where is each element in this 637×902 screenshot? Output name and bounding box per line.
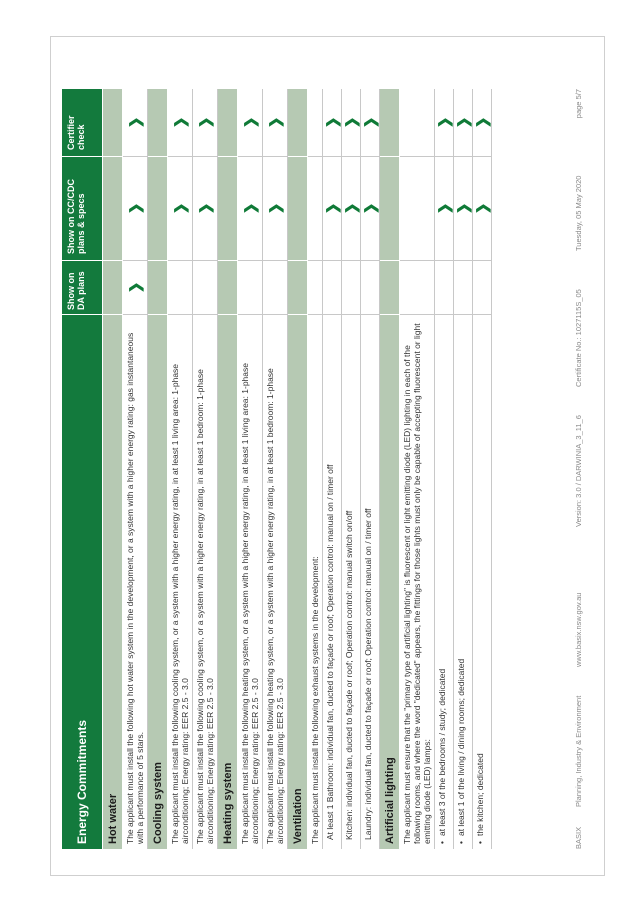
table-row xyxy=(308,89,323,849)
section-spacer xyxy=(288,157,307,261)
cert-check-cell xyxy=(400,89,434,157)
commitment-text-content: • at least 3 of the bedrooms / study; dedicated xyxy=(437,669,447,844)
check-icon: ❯ xyxy=(242,202,258,215)
cc-check-cell xyxy=(323,157,341,261)
check-icon: ❯ xyxy=(242,116,258,129)
section-spacer xyxy=(218,157,237,261)
commitment-text-content: At least 1 Bathroom: individual fan, ducted to façade or roof; Operation control: manual on / timer off xyxy=(325,464,335,840)
cc-check-cell xyxy=(123,157,147,261)
header-certifier: Certifier check xyxy=(62,89,102,157)
table-row xyxy=(123,89,148,849)
footer-page-number: page 5/7 xyxy=(574,89,583,119)
da-check-cell xyxy=(193,261,217,315)
section-spacer xyxy=(288,261,307,315)
commitment-text-content: The applicant must install the following exhaust systems in the development: xyxy=(310,556,320,844)
commitment-text xyxy=(400,315,434,849)
cc-check-cell xyxy=(308,157,322,261)
section-spacer xyxy=(148,89,167,157)
cert-check-cell xyxy=(323,89,341,157)
check-icon: ❯ xyxy=(172,202,188,215)
check-icon: ❯ xyxy=(324,116,340,129)
da-check-cell xyxy=(454,261,472,315)
cert-check-cell xyxy=(342,89,360,157)
check-icon: ❯ xyxy=(455,116,471,129)
da-check-cell xyxy=(435,261,453,315)
check-icon: ❯ xyxy=(267,202,283,215)
footer-date: Tuesday, 05 May 2020 xyxy=(574,175,583,251)
commitment-text xyxy=(308,315,322,849)
cc-check-cell xyxy=(263,157,287,261)
energy-commitments-table xyxy=(62,89,492,849)
commitment-text xyxy=(193,315,217,849)
section-spacer xyxy=(380,89,399,157)
check-icon: ❯ xyxy=(436,116,452,129)
check-icon: ❯ xyxy=(436,202,452,215)
section-spacer xyxy=(148,261,167,315)
check-icon: ❯ xyxy=(267,116,283,129)
footer-brand: BASIX xyxy=(574,826,583,849)
check-icon: ❯ xyxy=(127,202,143,215)
cert-check-cell xyxy=(454,89,472,157)
section-spacer xyxy=(380,261,399,315)
commitment-text xyxy=(454,315,472,849)
section-spacer xyxy=(148,157,167,261)
da-check-cell xyxy=(168,261,192,315)
check-icon: ❯ xyxy=(474,202,490,215)
check-icon: ❯ xyxy=(362,202,378,215)
cc-check-cell xyxy=(435,157,453,261)
section-title: Heating system xyxy=(221,762,234,844)
header-commitments: Energy Commitments xyxy=(75,719,89,844)
check-icon: ❯ xyxy=(343,202,359,215)
da-check-cell xyxy=(123,261,147,315)
cc-check-cell xyxy=(454,157,472,261)
commitment-text-content: The applicant must install the following heating system, or a system with a higher energy rating, in at least 1 living area: 1-phase airconditioning; Energy rating: EER 2.5 - 3.0 xyxy=(240,363,260,844)
commitment-text-content: The applicant must install the following cooling system, or a system with a higher energy rating, in at least 1 living area: 1-phase airconditioning; Energy rating: EER 2.5 - 3.0 xyxy=(170,363,190,844)
check-icon: ❯ xyxy=(343,116,359,129)
cert-check-cell xyxy=(168,89,192,157)
check-icon: ❯ xyxy=(197,202,213,215)
section-spacer xyxy=(288,89,307,157)
table-body xyxy=(103,89,492,849)
commitment-text xyxy=(238,315,262,849)
check-icon: ❯ xyxy=(455,202,471,215)
section-spacer xyxy=(380,157,399,261)
da-check-cell xyxy=(323,261,341,315)
table-row xyxy=(400,89,435,849)
page-footer xyxy=(574,89,588,849)
table-row xyxy=(342,89,361,849)
cert-check-cell xyxy=(308,89,322,157)
cc-check-cell xyxy=(238,157,262,261)
table-row xyxy=(193,89,218,849)
section-spacer xyxy=(218,89,237,157)
section-header xyxy=(148,89,168,849)
commitment-text-content: • the kitchen; dedicated xyxy=(475,753,485,844)
section-header xyxy=(288,89,308,849)
table-row xyxy=(323,89,342,849)
da-check-cell xyxy=(308,261,322,315)
commitment-text xyxy=(263,315,287,849)
rotated-sheet xyxy=(51,37,602,873)
section-spacer xyxy=(103,261,122,315)
section-header xyxy=(103,89,123,849)
section-spacer xyxy=(103,157,122,261)
da-check-cell xyxy=(238,261,262,315)
check-icon: ❯ xyxy=(127,281,143,294)
commitment-text-content: • at least 1 of the living / dining rooms; dedicated xyxy=(456,659,466,844)
check-icon: ❯ xyxy=(474,116,490,129)
commitment-text-content: The applicant must install the following heating system, or a system with a higher energy rating, in at least 1 bedroom: 1-phase airconditioning; Energy rating: EER 2.5 - 3.0 xyxy=(265,368,285,844)
cc-check-cell xyxy=(168,157,192,261)
table-row xyxy=(263,89,288,849)
cert-check-cell xyxy=(435,89,453,157)
header-da-plans: Show on DA plans xyxy=(62,261,102,315)
section-spacer xyxy=(218,261,237,315)
footer-url: www.basix.nsw.gov.au xyxy=(574,592,583,667)
da-check-cell xyxy=(361,261,379,315)
table-row xyxy=(361,89,380,849)
cert-check-cell xyxy=(123,89,147,157)
cert-check-cell xyxy=(193,89,217,157)
table-row xyxy=(473,89,492,849)
header-cc-plans: Show on CC/CDC plans & specs xyxy=(62,157,102,261)
section-header xyxy=(380,89,400,849)
table-row xyxy=(435,89,454,849)
cert-check-cell xyxy=(473,89,491,157)
commitment-text-content: Kitchen: individual fan, ducted to façade or roof; Operation control: manual switch on/off xyxy=(344,510,354,840)
table-row xyxy=(168,89,193,849)
footer-version: Version: 3.0 / DARWINIA_3_11_6 xyxy=(574,415,583,527)
check-icon: ❯ xyxy=(127,116,143,129)
cc-check-cell xyxy=(193,157,217,261)
cert-check-cell xyxy=(238,89,262,157)
table-header xyxy=(62,89,103,849)
page xyxy=(50,36,605,876)
commitment-text xyxy=(323,315,341,849)
cert-check-cell xyxy=(263,89,287,157)
commitment-text xyxy=(123,315,147,849)
footer-department: Planning, Industry & Environment xyxy=(574,695,583,807)
section-spacer xyxy=(103,89,122,157)
section-title: Ventilation xyxy=(291,788,304,844)
commitment-text xyxy=(473,315,491,849)
commitment-text-content: The applicant must install the following cooling system, or a system with a higher energy rating, in at least 1 bedroom: 1-phase airconditioning; Energy rating: EER 2.5 - 3.0 xyxy=(195,369,215,844)
cc-check-cell xyxy=(400,157,434,261)
section-header xyxy=(218,89,238,849)
cc-check-cell xyxy=(473,157,491,261)
commitment-text-content: The applicant must ensure that the "primary type of artificial lighting" is fluorescent or light emitting diode (LED) lighting in each of the following rooms, and where the word "dedicated" appears, the fittings for those lights must only be capable of accepting fluorescent or light emitting diode (LED) lamps: xyxy=(402,323,432,844)
da-check-cell xyxy=(400,261,434,315)
table-row xyxy=(238,89,263,849)
section-title: Cooling system xyxy=(151,762,164,844)
commitment-text-content: The applicant must install the following hot water system in the development, or a system with a higher energy rating: gas instantaneous with a performance of 5 stars. xyxy=(125,332,145,844)
commitment-text xyxy=(361,315,379,849)
cc-check-cell xyxy=(342,157,360,261)
section-title: Artificial lighting xyxy=(383,757,396,844)
commitment-text xyxy=(168,315,192,849)
da-check-cell xyxy=(342,261,360,315)
commitment-text xyxy=(342,315,360,849)
da-check-cell xyxy=(263,261,287,315)
commitment-text xyxy=(435,315,453,849)
check-icon: ❯ xyxy=(324,202,340,215)
check-icon: ❯ xyxy=(197,116,213,129)
footer-certificate: Certificate No.: 1027115S_05 xyxy=(574,289,583,387)
cc-check-cell xyxy=(361,157,379,261)
da-check-cell xyxy=(473,261,491,315)
table-row xyxy=(454,89,473,849)
check-icon: ❯ xyxy=(172,116,188,129)
cert-check-cell xyxy=(361,89,379,157)
section-title: Hot water xyxy=(106,793,119,844)
check-icon: ❯ xyxy=(362,116,378,129)
commitment-text-content: Laundry: individual fan, ducted to façade or roof; Operation control: manual on / timer off xyxy=(363,508,373,840)
